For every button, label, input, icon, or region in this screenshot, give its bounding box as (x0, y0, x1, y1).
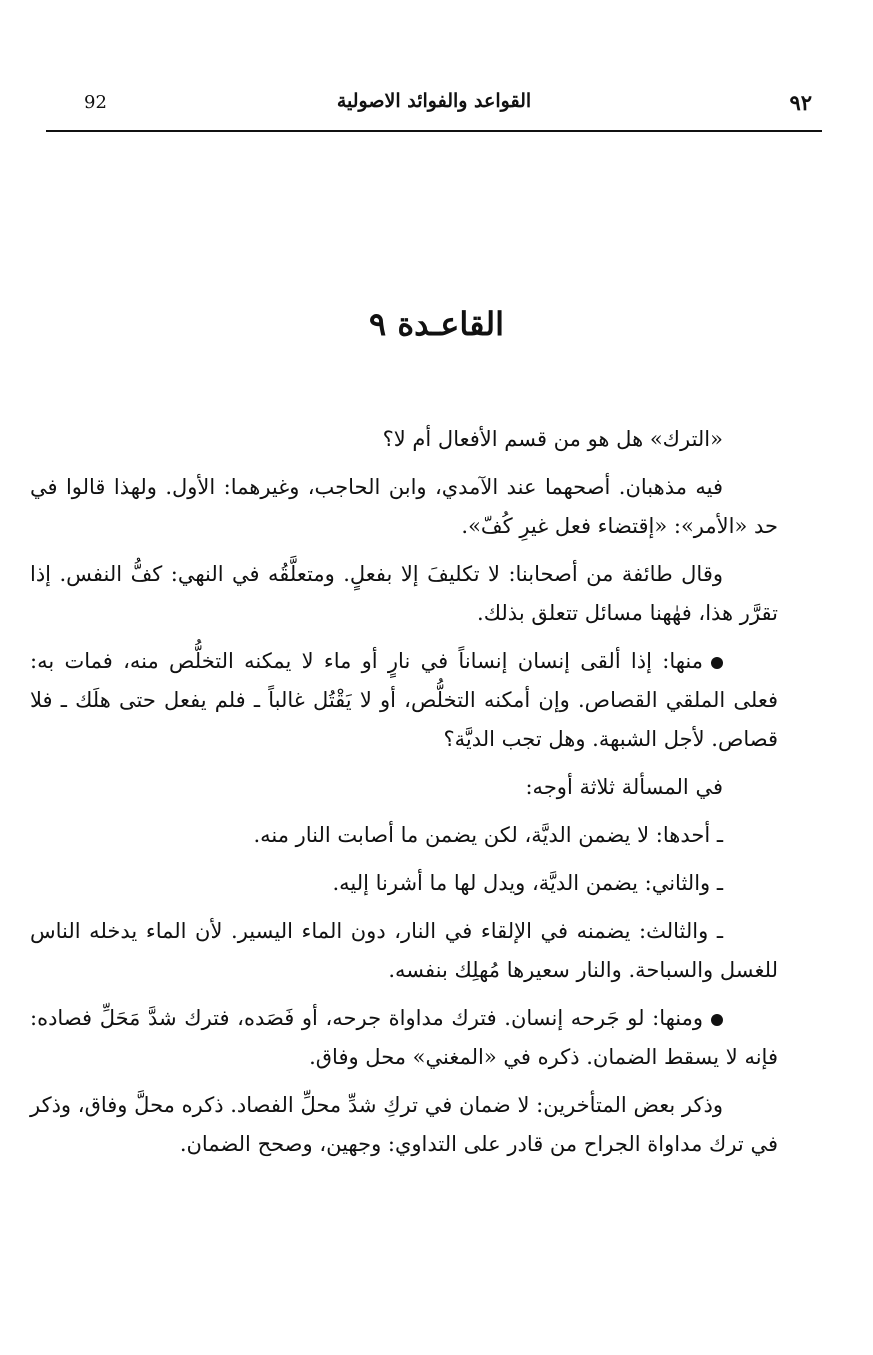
paragraph-question: «الترك» هل هو من قسم الأفعال أم لا؟ (382, 427, 723, 451)
paragraph-text: ومنها: لو جَرحه إنسان. فترك مداواة جرحه، أو فَصَده، فترك شدَّ مَحَلِّ فصاده: فإنه لا يسقط الضمان. ذكره في «المغني» محل وفاق. (30, 1006, 778, 1069)
paragraph-later-scholars: وذكر بعض المتأخرين: لا ضمان في تركِ شدِّ محلِّ الفصاد. ذكره محلَّ وفاق، وذكر في ترك مداواة الجراح من قادر على التداوي: وجهين، وصحح الضمان. (30, 1093, 778, 1156)
page-header (46, 82, 822, 128)
header-rule (46, 130, 822, 132)
paragraph-issue-throwing (30, 642, 778, 759)
paragraph-text: منها: إذا ألقى إنسان إنساناً في نارٍ أو ماء لا يمكنه التخلُّص منه، فمات به: فعلى الملقي القصاص. وإن أمكنه التخلُّص، أو لا يَقْتُل غالباً ـ فلم يفعل حتى هلَك ـ فلا قصاص. لأجل الشبهة. وهل تجب الديَّة؟ (30, 649, 778, 751)
paragraph-aspect-second: ـ والثاني: يضمن الديَّة، ويدل لها ما أشرنا إليه. (332, 871, 723, 895)
chapter-title: القاعـدة ٩ (369, 305, 504, 343)
running-title: القواعد والفوائد الاصولية (336, 90, 532, 112)
bullet-icon (711, 1014, 723, 1026)
page-number-arabic: ٩٢ (789, 90, 812, 115)
page-number-latin: 92 (84, 92, 107, 113)
body-text (30, 420, 778, 1173)
paragraph-issue-wound (30, 999, 778, 1077)
paragraph-three-aspects: في المسألة ثلاثة أوجه: (525, 775, 723, 799)
bullet-icon (711, 657, 723, 669)
paragraph-aspect-third: ـ والثالث: يضمنه في الإلقاء في النار، دون الماء اليسير. لأن الماء يدخله الناس للغسل والسباحة. والنار سعيرها مُهلِك بنفسه. (30, 919, 778, 982)
paragraph-group-view: وقال طائفة من أصحابنا: لا تكليفَ إلا بفعلٍ. ومتعلَّقُه في النهي: كفُّ النفس. إذا تقرَّر هذا، فهٰهنا مسائل تتعلق بذلك. (30, 562, 778, 625)
paragraph-aspect-first: ـ أحدها: لا يضمن الديَّة، لكن يضمن ما أصابت النار منه. (253, 823, 723, 847)
paragraph-two-views: فيه مذهبان. أصحهما عند الآمدي، وابن الحاجب، وغيرهما: الأول. ولهذا قالوا في حد «الأمر»: «إقتضاء فعل غيرِ كُفّ». (30, 475, 778, 538)
